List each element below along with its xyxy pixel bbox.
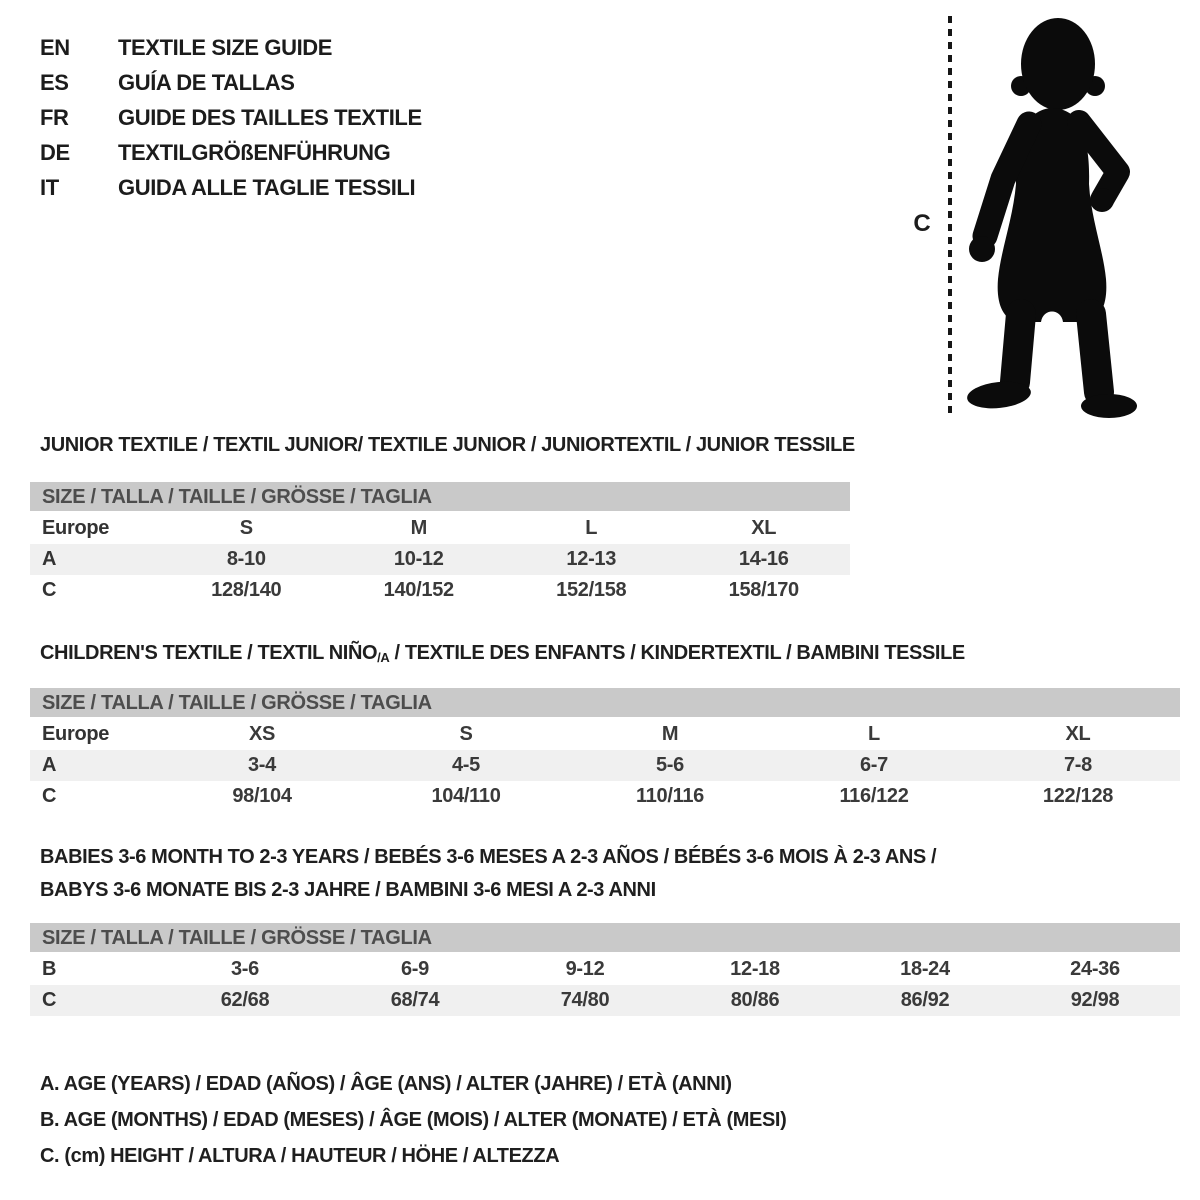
- size-cell: XS: [248, 723, 276, 745]
- guide-title-de: TEXTILGRÖßENFÜHRUNG: [118, 139, 391, 165]
- children-title-rest: / TEXTILE DES ENFANTS / KINDERTEXTIL / BAMBINI TESSILE: [389, 642, 965, 664]
- children-title-subscript: /A: [377, 650, 390, 665]
- age-cell: 3-6: [230, 958, 259, 980]
- size-table-header: SIZE / TALLA / TAILLE / GRÖSSE / TAGLIA: [30, 688, 1180, 719]
- height-cell: 74/80: [560, 989, 610, 1011]
- age-cell: 9-12: [565, 958, 605, 980]
- height-cell: 86/92: [900, 989, 950, 1011]
- guide-title-es: GUÍA DE TALLAS: [118, 69, 295, 95]
- age-cell: 12-13: [566, 548, 617, 570]
- junior-size-table: [30, 482, 850, 606]
- height-cell: 122/128: [1042, 785, 1114, 807]
- legend-line-a: A. AGE (YEARS) / EDAD (AÑOS) / ÂGE (ANS) / ALTER (JAHRE) / ETÀ (ANNI): [40, 1073, 732, 1095]
- junior-section-title: JUNIOR TEXTILE / TEXTIL JUNIOR/ TEXTILE JUNIOR / JUNIORTEXTIL / JUNIOR TESSILE: [40, 434, 855, 456]
- table-row-europe: [30, 719, 1180, 750]
- row-label-cell: C: [42, 989, 57, 1011]
- height-cell: 128/140: [211, 579, 282, 601]
- guide-title-it: GUIDA ALLE TAGLIE TESSILI: [118, 174, 416, 200]
- size-cell: S: [239, 517, 253, 539]
- language-row-es: [40, 65, 422, 100]
- size-cell: XL: [1065, 723, 1091, 745]
- guide-title-fr: GUIDE DES TAILLES TEXTILE: [118, 104, 422, 130]
- age-cell: 18-24: [900, 958, 950, 980]
- size-table-header: SIZE / TALLA / TAILLE / GRÖSSE / TAGLIA: [30, 482, 850, 513]
- age-cell: 6-9: [400, 958, 429, 980]
- size-cell: L: [868, 723, 880, 745]
- legend-line-b: B. AGE (MONTHS) / EDAD (MESES) / ÂGE (MOIS) / ALTER (MONATE) / ETÀ (MESI): [40, 1109, 787, 1131]
- babies-section-title-line1: BABIES 3-6 MONTH TO 2-3 YEARS / BEBÉS 3-6 MESES A 2-3 AÑOS / BÉBÉS 3-6 MOIS À 2-3 ANS /: [40, 846, 937, 868]
- height-cell: 152/158: [556, 579, 627, 601]
- age-cell: 8-10: [226, 548, 266, 570]
- language-title-block: [40, 30, 422, 205]
- height-cell: 98/104: [232, 785, 292, 807]
- age-cell: 5-6: [655, 754, 684, 776]
- table-row-age-months: [30, 954, 1180, 985]
- legend-line-c: C. (cm) HEIGHT / ALTURA / HAUTEUR / HÖHE / ALTEZZA: [40, 1145, 560, 1167]
- size-cell: L: [585, 517, 598, 539]
- table-row-height: [30, 575, 850, 606]
- language-code: FR: [40, 104, 69, 130]
- babies-size-table: [30, 923, 1180, 1016]
- children-title-main: CHILDREN'S TEXTILE / TEXTIL NIÑO: [40, 642, 378, 664]
- row-label-cell: Europe: [42, 723, 110, 745]
- height-cell: 104/110: [431, 785, 501, 807]
- table-row-europe: [30, 513, 850, 544]
- children-size-table: [30, 688, 1180, 812]
- age-cell: 14-16: [738, 548, 789, 570]
- size-cell: XL: [751, 517, 777, 539]
- row-label-cell: A: [42, 548, 57, 570]
- table-row-height: [30, 781, 1180, 812]
- table-row-age: [30, 544, 850, 575]
- age-cell: 24-36: [1070, 958, 1120, 980]
- size-table-header: SIZE / TALLA / TAILLE / GRÖSSE / TAGLIA: [30, 923, 1180, 954]
- height-cell: 110/116: [636, 785, 704, 807]
- row-label-cell: C: [42, 785, 57, 807]
- row-label-cell: C: [42, 579, 57, 601]
- age-cell: 3-4: [247, 754, 276, 776]
- language-row-it: [40, 170, 422, 205]
- age-cell: 4-5: [451, 754, 480, 776]
- age-cell: 10-12: [393, 548, 444, 570]
- height-cell: 116/122: [839, 785, 909, 807]
- language-code: IT: [40, 174, 59, 200]
- height-cell: 92/98: [1070, 989, 1120, 1011]
- language-code: EN: [40, 34, 70, 60]
- guide-title-en: TEXTILE SIZE GUIDE: [118, 34, 333, 60]
- toddler-silhouette-icon: [955, 14, 1145, 419]
- row-label-cell: Europe: [42, 517, 110, 539]
- size-cell: M: [661, 723, 679, 745]
- row-label-cell: B: [42, 958, 57, 980]
- height-cell: 62/68: [220, 989, 270, 1011]
- height-cell: 158/170: [728, 579, 799, 601]
- height-cell: 140/152: [383, 579, 454, 601]
- size-cell: M: [410, 517, 427, 539]
- age-cell: 6-7: [859, 754, 888, 776]
- language-row-en: [40, 30, 422, 65]
- language-row-de: [40, 135, 422, 170]
- height-dashed-line-icon: [948, 16, 952, 416]
- table-row-age: [30, 750, 1180, 781]
- height-cell: 68/74: [390, 989, 440, 1011]
- row-label-cell: A: [42, 754, 57, 776]
- babies-section-title-line2: BABYS 3-6 MONATE BIS 2-3 JAHRE / BAMBINI 3-6 MESI A 2-3 ANNI: [40, 879, 656, 901]
- language-code: ES: [40, 69, 69, 95]
- height-cell: 80/86: [730, 989, 780, 1011]
- table-row-height: [30, 985, 1180, 1016]
- age-cell: 12-18: [730, 958, 780, 980]
- language-row-fr: [40, 100, 422, 135]
- measure-legend: [40, 1066, 786, 1174]
- language-code: DE: [40, 139, 70, 165]
- age-cell: 7-8: [1063, 754, 1092, 776]
- children-section-title: [40, 642, 965, 665]
- size-cell: S: [459, 723, 473, 745]
- height-measure-label: C: [913, 210, 931, 237]
